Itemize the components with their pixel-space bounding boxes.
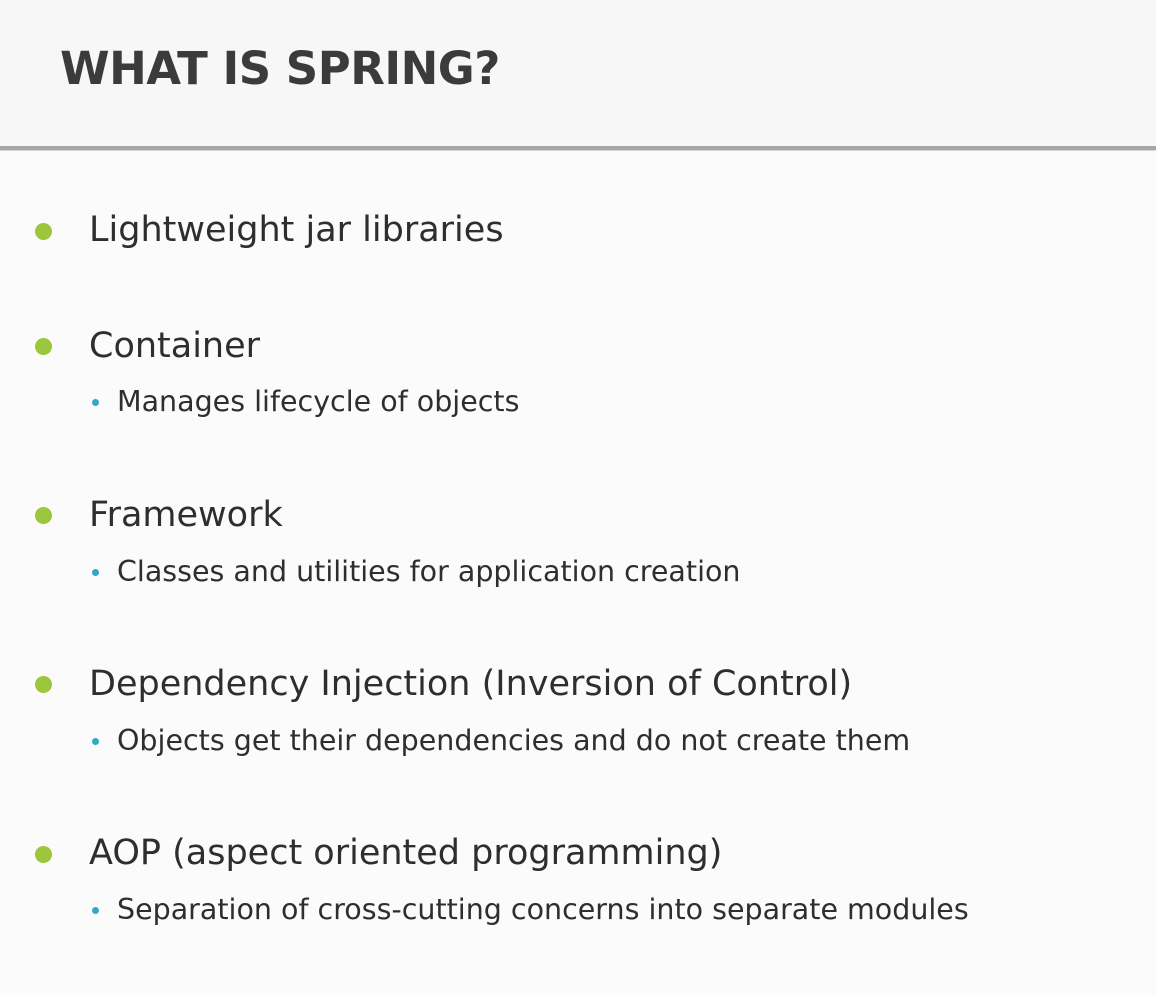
bullet-dot-icon [35, 676, 52, 693]
bullet-text: Dependency Injection (Inversion of Control) [89, 664, 853, 704]
sub-bullet-text: Separation of cross-cutting concerns into separate modules [117, 893, 969, 926]
title-bar [0, 0, 1156, 146]
sub-bullet-text: Classes and utilities for application creation [117, 555, 741, 588]
bullet-dot-icon [35, 338, 52, 355]
bullet-text: Container [89, 326, 261, 366]
slide-title: WHAT IS SPRING? [60, 42, 500, 95]
bullet-dot-icon [35, 846, 52, 863]
bullet-dot-icon [35, 507, 52, 524]
bullet-text: Lightweight jar libraries [89, 210, 504, 250]
sub-bullet-dot-icon [92, 569, 99, 576]
title-divider [0, 146, 1156, 151]
bullet-text: AOP (aspect oriented programming) [89, 833, 723, 873]
sub-bullet-dot-icon [92, 907, 99, 914]
bullet-dot-icon [35, 223, 52, 240]
sub-bullet-dot-icon [92, 738, 99, 745]
sub-bullet-dot-icon [92, 399, 99, 406]
sub-bullet-text: Manages lifecycle of objects [117, 385, 520, 418]
bullet-text: Framework [89, 495, 283, 535]
sub-bullet-text: Objects get their dependencies and do not create them [117, 724, 911, 757]
